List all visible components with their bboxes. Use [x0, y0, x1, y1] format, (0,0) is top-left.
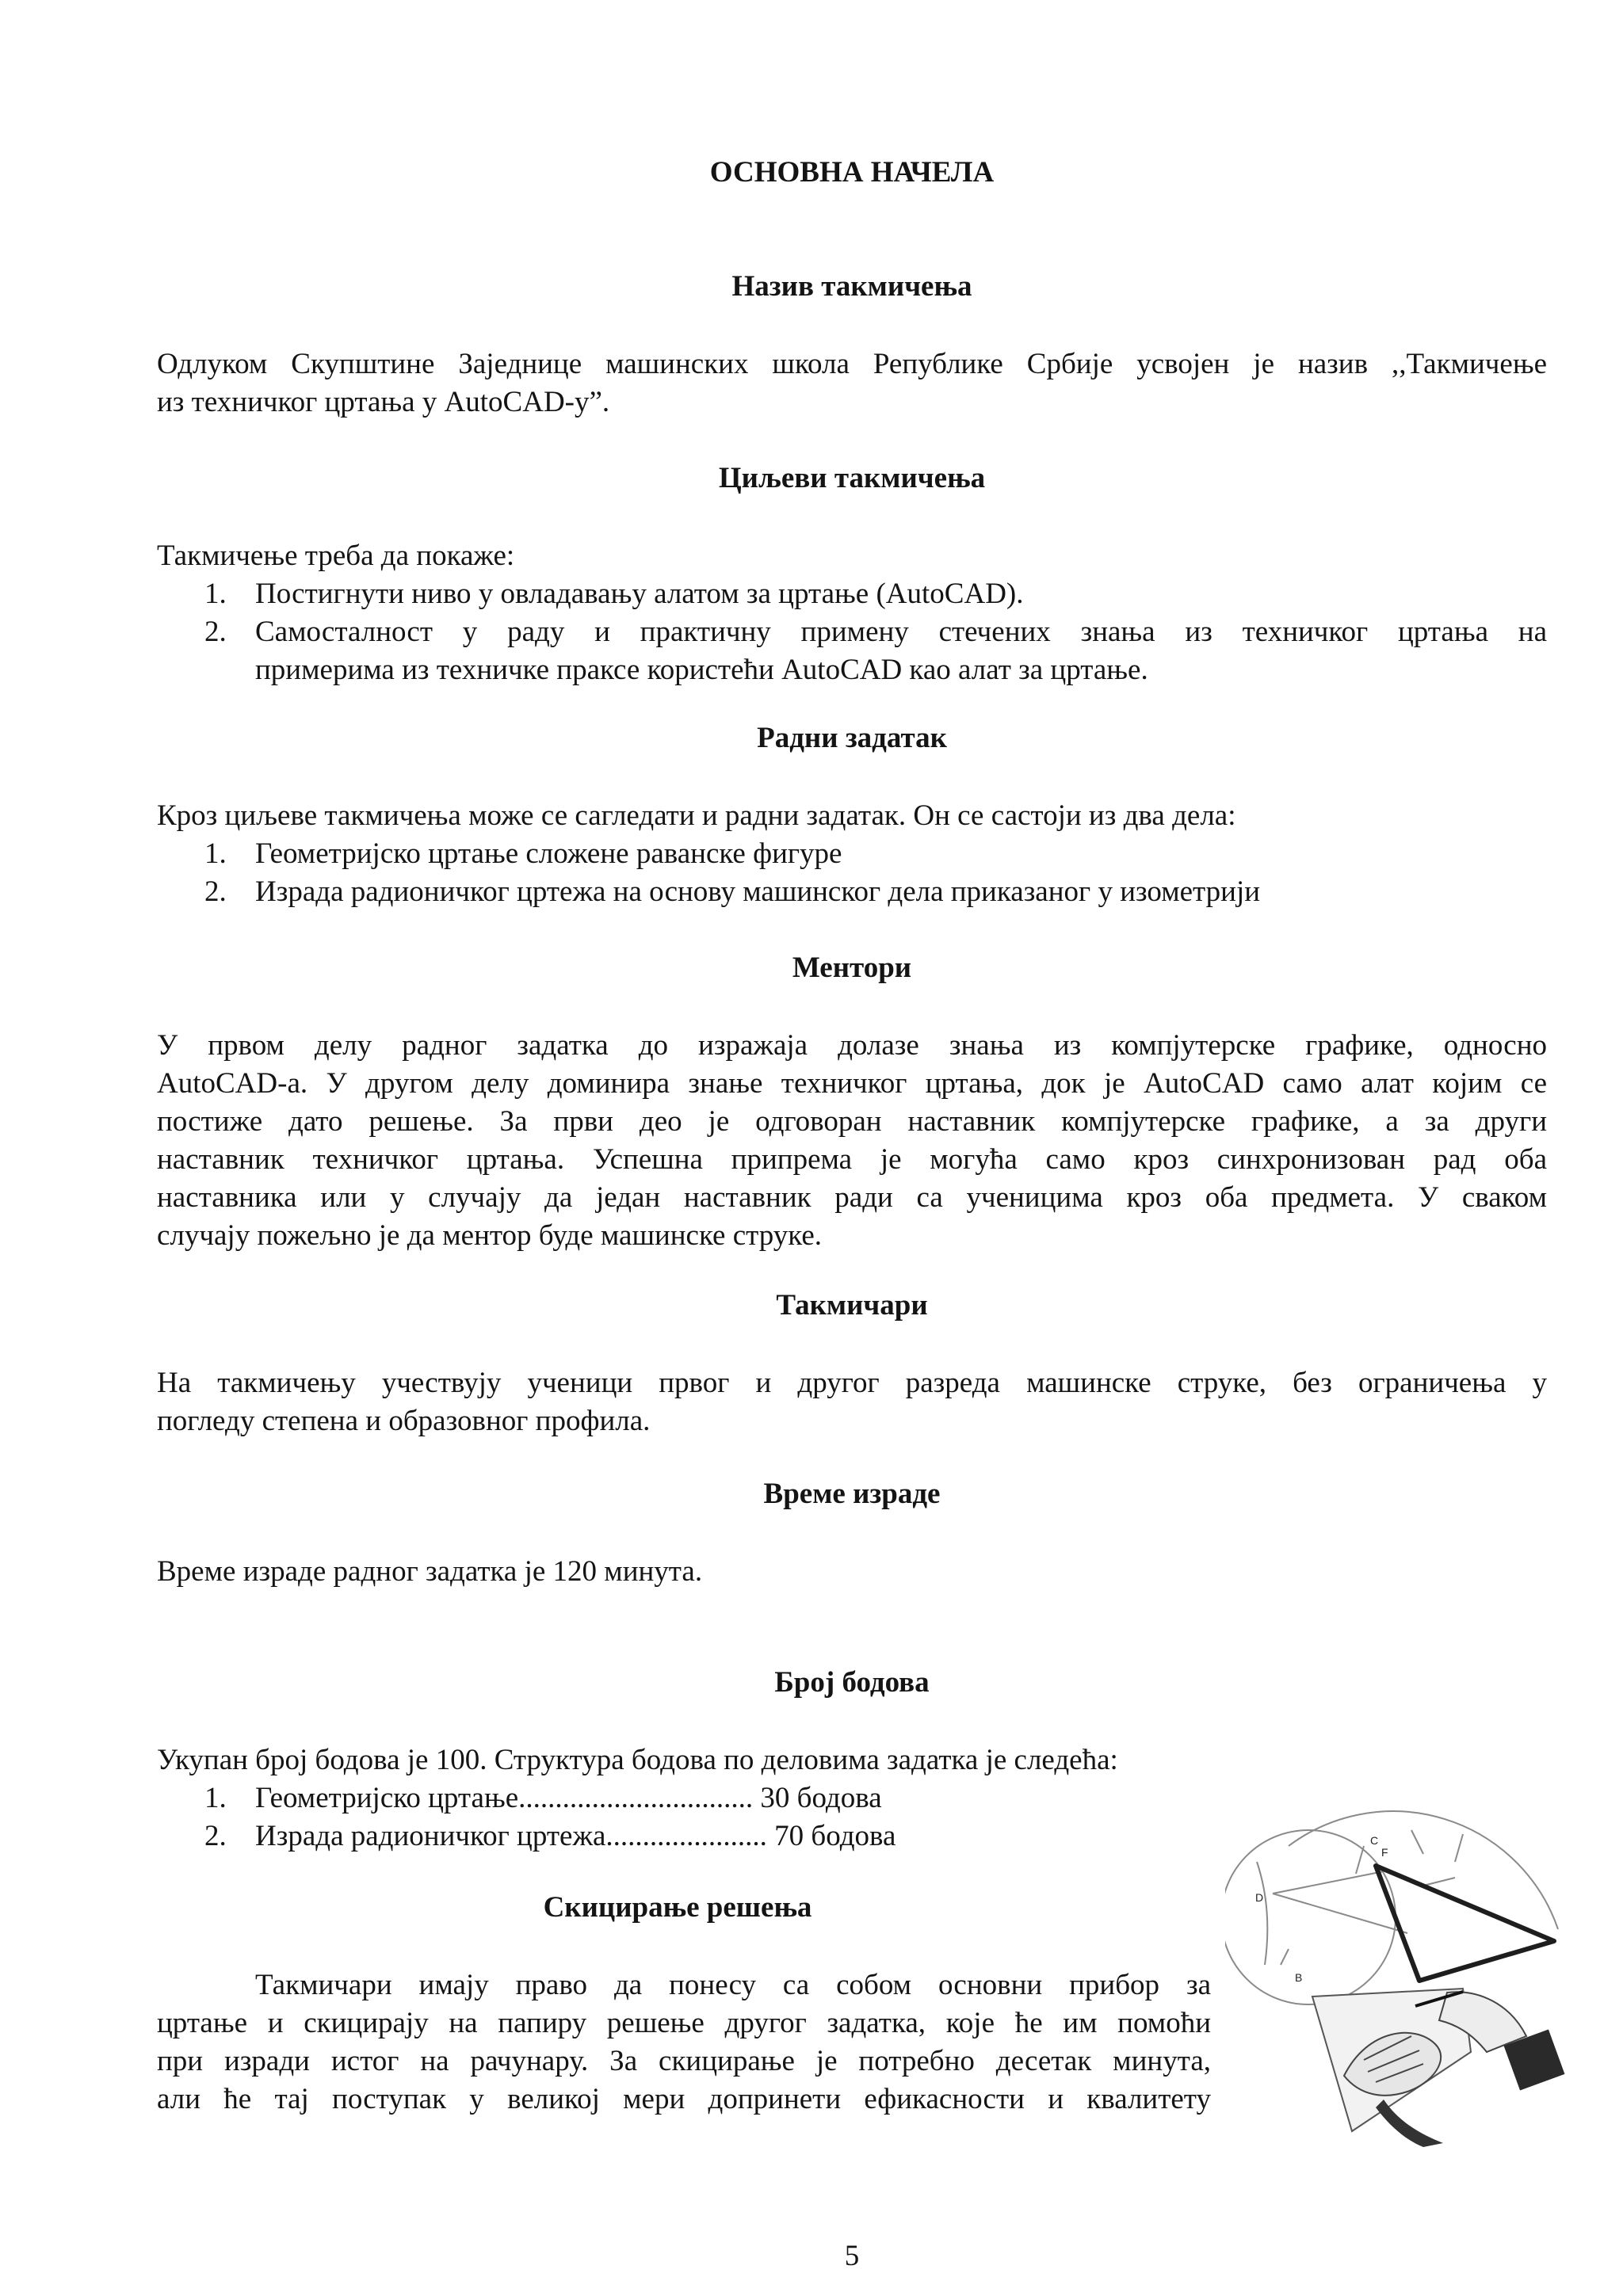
figure-label-d: D [1255, 1891, 1264, 1904]
section-heading-takmicari: Такмичари [776, 1289, 928, 1322]
section-heading-ciljevi: Циљеви такмичења [718, 462, 986, 494]
radni-list [0, 835, 1523, 911]
section-heading-radni: Радни задатак [757, 722, 947, 754]
bodovi-intro: Укупан број бодова је 100. Структура бодова по деловима задатка је следећа: [157, 1744, 1118, 1776]
skiciranje-paragraph [157, 1966, 1211, 2119]
page-number: 5 [844, 2240, 860, 2272]
drawing-hand-icon [1312, 1989, 1564, 2147]
section-heading-naziv: Назив такмичења [731, 270, 972, 303]
text-line: наставника или у случају да један наставник ради са ученицима кроз оба предмета. У сваком [157, 1181, 1547, 1214]
list-item-text: Постигнути ниво у овладавању алатом за цртање (AutoCAD). [255, 578, 1024, 610]
section-heading-skiciranje: Скицирање решења [543, 1891, 812, 1924]
section-heading-bodovi: Број бодова [774, 1666, 930, 1699]
list-item [0, 575, 1523, 613]
text-line: У првом делу радног задатка до изражаја долазе знања из компјутерске графике, односно [157, 1029, 1547, 1062]
text-line: из техничког цртања у AutoCAD-у”. [157, 386, 610, 418]
list-number: 2. [204, 616, 227, 648]
text-line: На такмичењу учествују ученици првог и другог разреда машинске струке, без ограничења у [157, 1367, 1547, 1399]
list-item-text: примерима из техничке праксе користећи AutoCAD као алат за цртање. [255, 654, 1148, 686]
figure-label-f: F [1381, 1846, 1388, 1859]
takmicari-paragraph [157, 1364, 1547, 1440]
text-line: при изради истог на рачунару. За скицирање је потребно десетак минута, [157, 2045, 1211, 2077]
text-line: наставник техничког цртања. Успешна припрема је могућа само кроз синхронизован рад оба [157, 1143, 1547, 1176]
list-number: 1. [204, 578, 227, 610]
list-number: 1. [204, 837, 227, 870]
text-line: али ће тај поступак у великој мери допринети ефикасности и квалитету [157, 2083, 1211, 2115]
naziv-paragraph [157, 345, 1547, 421]
text-line: случају пожељно је да ментор буде машинске струке. [157, 1219, 822, 1252]
text-line: AutoCAD-а. У другом делу доминира знање техничког цртања, док је AutoCAD само алат којим се [157, 1067, 1547, 1100]
construction-arc [1289, 1811, 1558, 1929]
text-line: погледу степена и образовног профила. [157, 1405, 651, 1437]
list-number: 2. [204, 875, 227, 908]
list-item-text: Израда радионичког цртежа...................... 70 бодова [255, 1820, 896, 1852]
text-line: цртање и скицирају на папиру решење другог задатка, које ће им помоћи [157, 2007, 1211, 2039]
list-item [0, 613, 1547, 689]
list-item-text: Геометријско цртање................................ 30 бодова [255, 1782, 882, 1814]
figure-label-b: B [1295, 1971, 1303, 1984]
page-title: ОСНОВНА НАЧЕЛА [709, 156, 995, 189]
list-item-text: Израда радионичког цртежа на основу машинског дела приказаног у изометрији [255, 875, 1261, 908]
list-item [0, 835, 1523, 873]
radni-intro: Кроз циљеве такмичења може се сагледати и радни задатак. Он се састоји из два дела: [157, 799, 1236, 832]
geometry-drawing-illustration [1225, 1798, 1566, 2147]
vreme-paragraph: Време израде радног задатка је 120 минута. [157, 1555, 703, 1588]
mentori-paragraph [157, 1027, 1547, 1255]
figure-label-c: C [1370, 1834, 1379, 1847]
list-item-text: Геометријско цртање сложене раванске фигуре [255, 837, 842, 870]
list-number: 1. [204, 1782, 227, 1814]
list-number: 2. [204, 1820, 227, 1852]
list-item-text: Самосталност у раду и практичну примену стечених знања из техничког цртања на [255, 616, 1547, 648]
text-line: Одлуком Скупштине Заједнице машинских школа Републике Србије усвојен је назив ,,Такмичење [157, 348, 1547, 380]
section-heading-mentori: Ментори [792, 952, 912, 984]
triangle-shape [1376, 1866, 1554, 1981]
section-heading-vreme: Време израде [763, 1478, 941, 1510]
ciljevi-list [0, 575, 1547, 689]
text-line: Такмичари имају право да понесу са собом основни прибор за [255, 1969, 1211, 2001]
text-line: постиже дато решење. За први део је одговоран наставник компјутерске графике, а за други [157, 1105, 1547, 1138]
construction-circle [1225, 1830, 1396, 2004]
ciljevi-intro: Такмичење треба да покаже: [157, 540, 515, 572]
list-item [0, 873, 1523, 911]
